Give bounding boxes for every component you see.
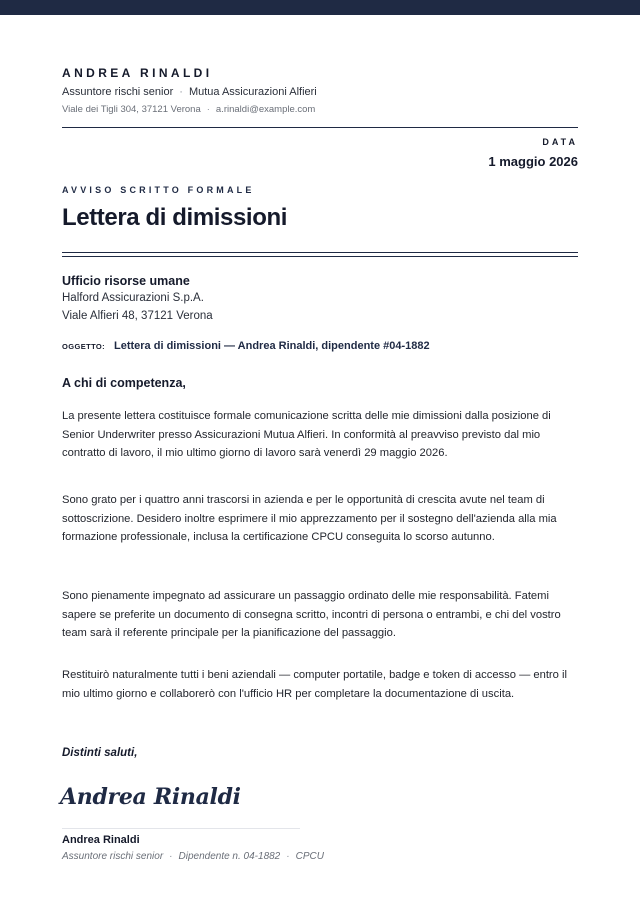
recipient-company: Halford Assicurazioni S.p.A. (62, 292, 204, 304)
body-paragraph-4: Restituirò naturalmente tutti i beni aziendali — computer portatile, badge e token di accesso — entro il mio ultimo giorno e collaborerò con l'ufficio HR per completare la documentazione di uscita. (62, 669, 567, 700)
document-title: Lettera di dimissioni (62, 204, 287, 231)
body-paragraph-3: Sono pienamente impegnato ad assicurare un passaggio ordinato delle mie responsabilità. Fatemi sapere se preferite un documento di consegna scritto, incontri di persona o entrambi, e chi del vostro team sarà il referente principale per la pianificazione del passaggio. (62, 590, 561, 640)
separator-dot: · (169, 851, 173, 862)
signature-divider (62, 828, 300, 829)
closing: Distinti saluti, (62, 747, 138, 759)
signature-script: Andrea Rinaldi (60, 784, 241, 810)
separator-dot: · (179, 86, 183, 98)
top-accent-bar (0, 0, 640, 15)
signature-meta (62, 851, 324, 862)
sender-name: ANDREA RINALDI (62, 66, 213, 80)
title-divider-top (62, 252, 578, 253)
sender-contact-line (62, 104, 315, 115)
sender-role-line (62, 86, 317, 98)
signature-employee-no: Dipendente n. 04-1882 (178, 851, 281, 862)
recipient-address: Viale Alfieri 48, 37121 Verona (62, 310, 213, 322)
title-divider-bottom (62, 256, 578, 257)
date-label: DATA (542, 137, 578, 147)
sender-role: Assuntore rischi senior (62, 86, 174, 98)
header-divider (62, 127, 578, 128)
signature-credential: CPCU (295, 851, 324, 862)
signature-name: Andrea Rinaldi (62, 834, 140, 846)
subject-text: Lettera di dimissioni — Andrea Rinaldi, dipendente #04-1882 (114, 340, 430, 352)
document-kicker: AVVISO SCRITTO FORMALE (62, 185, 255, 195)
body-paragraph-1: La presente lettera costituisce formale comunicazione scritta delle mie dimissioni dalla posizione di Senior Underwriter presso Assicurazioni Mutua Alfieri. In conformità al preavviso previsto dal mio contratto di lavoro, il mio ultimo giorno di lavoro sarà venerdì 29 maggio 2026. (62, 410, 551, 460)
date-value: 1 maggio 2026 (488, 154, 578, 169)
salutation: A chi di competenza, (62, 376, 186, 390)
sender-company: Mutua Assicurazioni Alfieri (188, 86, 317, 98)
sender-address: Viale dei Tigli 304, 37121 Verona (62, 104, 201, 115)
subject-label: OGGETTO: (62, 342, 106, 351)
body-paragraph-2: Sono grato per i quattro anni trascorsi in azienda e per le opportunità di crescita avute nel team di sottoscrizione. Desidero inoltre esprimere il mio apprezzamento per il sostegno dell'azienda alla mia formazione professionale, inclusa la certificazione CPCU conseguita lo scorso autunno. (62, 494, 557, 544)
separator-dot: · (206, 104, 210, 115)
sender-email: a.rinaldi@example.com (215, 104, 316, 115)
separator-dot: · (286, 851, 290, 862)
recipient-department: Ufficio risorse umane (62, 274, 190, 288)
signature-role: Assuntore rischi senior (62, 851, 164, 862)
